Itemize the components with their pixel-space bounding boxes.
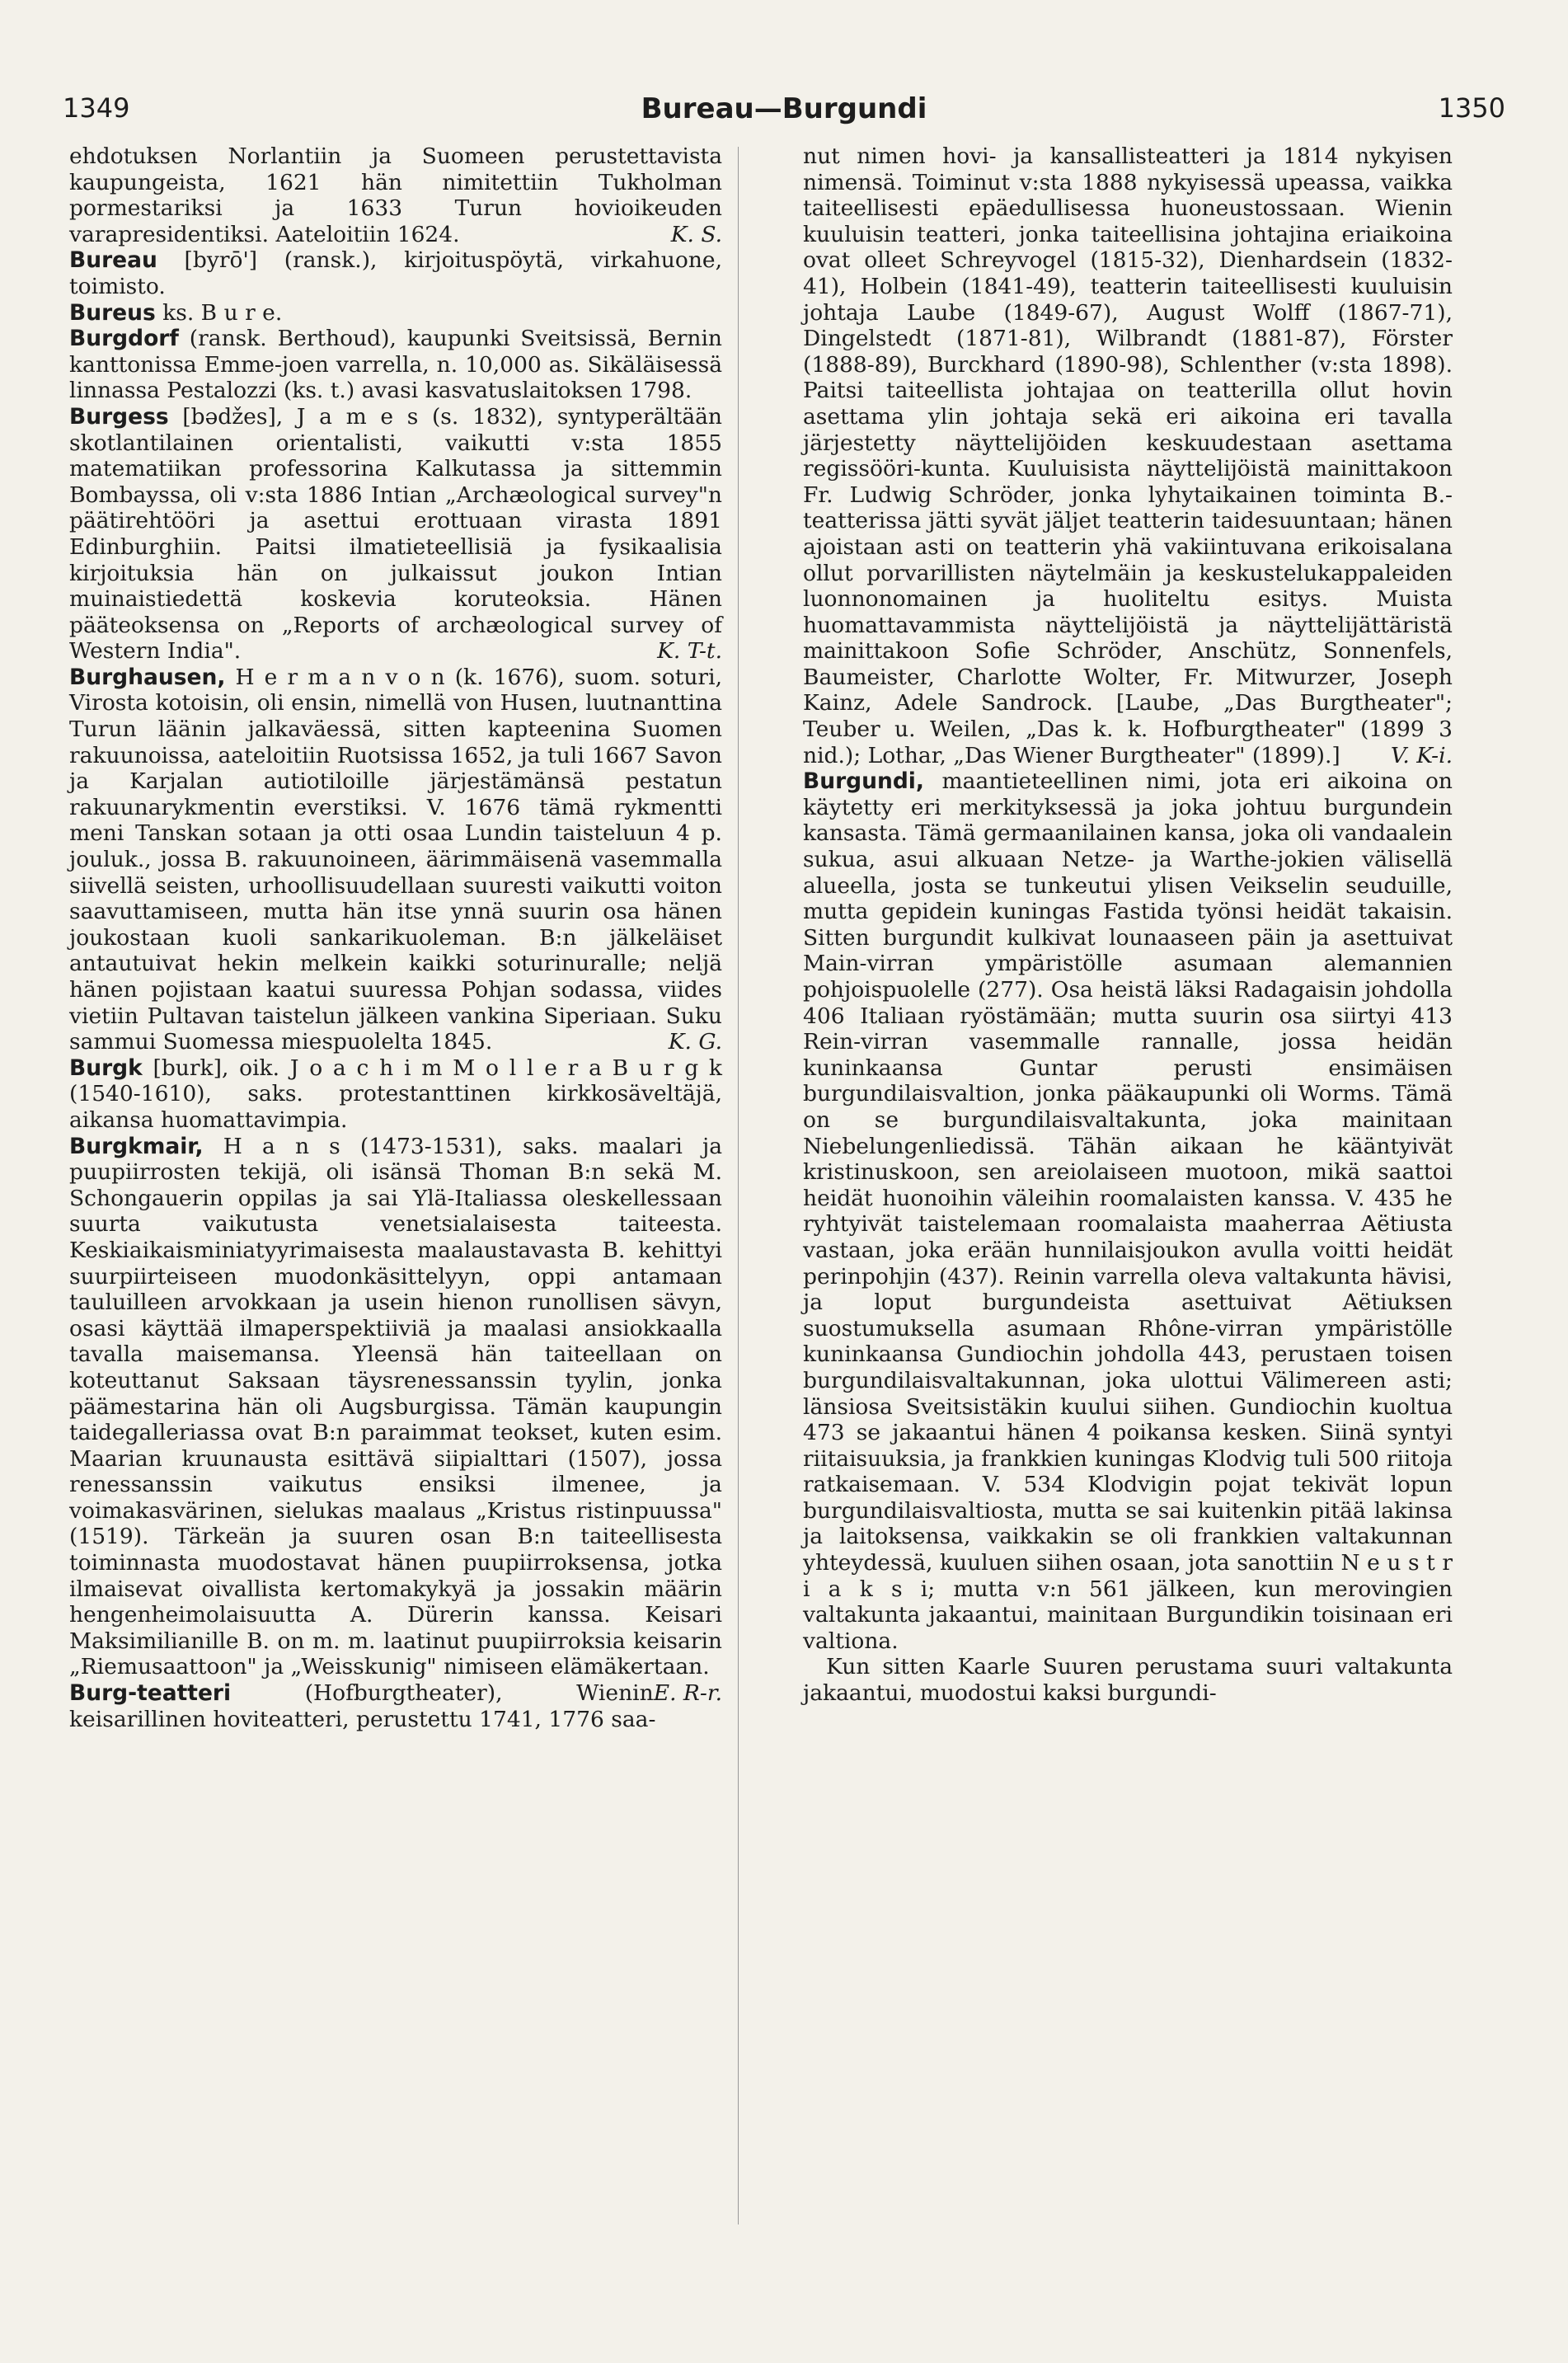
headword: Burghausen, — [69, 664, 226, 690]
page-number-right: 1350 — [1438, 92, 1505, 124]
entry-text: [bədžes], J a m e s (s. 1832), syntyperältään skotlantilainen orientalisti, vaikutti v:sta 1855 matematiikan professorina Kalkutassa ja sittemmin Bombayssa, oli v:sta 1886 Intian „Archæological survey"n päätirehtööri ja asettui erottuaan virasta 1891 Edinburghiin. Paitsi ilmatieteellisiä ja fysikaalisia kirjoituksia hän on julkaissut joukon Intian muinaistiedettä koskevia koruteoksia. Hänen pääteoksensa on „Reports of archæological survey of Western India". — [69, 403, 722, 665]
entry-text: maantieteellinen nimi, jota eri aikoina on käytetty eri merkityksessä ja joka johtuu burgundein kansasta. Tämä germaanilainen kansa, joka oli vandaalein sukua, asui alkuaan Netze- ja Warthe-jokien välisellä alueella, josta se tunkeutui ylisen Veikselin seuduille, mutta gepidein kuningas Fastida työnsi heidät takaisin. Sitten burgundit kulkivat lounaaseen päin ja asettuivat Main-virran ympäristölle asumaan alemannien pohjoispuolelle (277). Osa heistä läksi Radagaisin johdolla 406 Italiaan ryöstämään; mutta suurin osa siirtyi 413 Rein-virran vasemmalle rannalle, jossa heidän kuninkaansa Guntar perusti ensimäisen burgundilaisvaltion, jonka pääkaupunki oli Worms. Tämä on se burgundilaisvaltakunta, joka mainitaan Niebelungenliedissä. Tähän aikaan he kääntyivät kristinuskoon, sen areiolaiseen muotoon, mikä saattoi heidät huonoihin väleihin roomalaisten kanssa. V. 435 he ryhtyivät taistelemaan roomalaista maaherraa Aëtiusta vastaan, joka erään hunnilaisjoukon avulla voitti heidät perinpohjin (437). Reinin varrella oleva valtakunta hävisi, ja loput burgundeista asettuivat Aëtiuksen suostumuksella asumaan Rhône-virran ympäristölle kuninkaansa Gundiochin johdolla 443, perustaen toisen burgundilaisvaltakunnan, joka ulottui Välimereen asti; länsiosa Sveitsistäkin kuului siihen. Gundiochin kuoltua 473 se jakaantui hänen 4 poikansa kesken. Siinä syntyi riitaisuuksia, ja frankkien kuningas Klodvig tuli 500 riitoja ratkaisemaan. V. 534 Klodvigin pojat tekivät lopun burgundilaisvaltiosta, mutta se sai kuitenkin pitää lakinsa ja laitoksensa, vaikkakin se oli frankkien valtakunnan yhteydessä, kuuluen siihen osaan, jota sanottiin N e u s t r i a k s i; mutta v:n 561 jälkeen, kun merovingien valtakunta jakaantui, mainitaan Burgundikin toisinaan eri valtiona. — [803, 768, 1453, 1654]
entry-burg-teatteri-continued — [803, 143, 1453, 768]
entry-text: ks. B u r e. — [155, 299, 283, 326]
entry-burgk — [69, 1055, 722, 1134]
headword: Burgdorf — [69, 326, 179, 352]
left-column — [69, 143, 722, 1732]
author-signature: K. T-t. — [657, 638, 722, 665]
entry-burg-teatteri — [69, 1680, 722, 1732]
entry-burgundi — [803, 768, 1453, 1654]
page-title: Bureau—Burgundi — [641, 92, 927, 125]
entry-text: [byrō'] (ransk.), kirjoituspöytä, virkahuone, toimisto. — [69, 247, 722, 299]
column-divider — [738, 147, 739, 2224]
headword: Bureau — [69, 247, 157, 274]
author-signature: V. K-i. — [1390, 742, 1453, 768]
entry-bureus — [69, 300, 722, 326]
headword: Burgundi, — [803, 768, 924, 795]
entry-burgdorf — [69, 326, 722, 404]
entry-text: H e r m a n v o n (k. 1676), suom. soturi, Virosta kotoisin, oli ensin, nimellä von Husen, luutnanttina Turun läänin jalkaväessä, sitten kapteenina Suomen rakuunoissa, aateloitiin Ruotsissa 1652, ja tuli 1667 Savon ja Karjalan autiotiloille järjestämänsä pestatun rakuunarykmentin everstiksi. V. 1676 tämä rykmentti meni Tanskan sotaan ja otti osaa Lundin taisteluun 4 p. jouluk., jossa B. rakuunoineen, äärimmäisenä vasemmalla siivellä seisten, urhoollisuudellaan suuresti vaikutti voiton saavuttamiseen, mutta hän itse ynnä suurin osa hänen joukostaan kuoli sankarikuoleman. B:n jälkeläiset antautuivat hekin melkein kaikki soturinuralle; neljä hänen pojistaan kaatui suuressa Pohjan sodassa, viides vietiin Pultavan taistelun jälkeen vankina Siperiaan. Suku sammui Suomessa miespuolelta 1845. — [69, 664, 722, 1055]
page-number-left: 1349 — [63, 92, 130, 124]
author-signature: K. S. — [670, 221, 722, 247]
headword: Bureus — [69, 299, 156, 326]
running-head — [49, 92, 1519, 129]
entry-text: (Hofburgtheater), Wienin keisarillinen hoviteatteri, perustettu 1741, 1776 saa- — [69, 1680, 656, 1732]
headword: Burgk — [69, 1055, 143, 1081]
entry-text: [burk], oik. J o a c h i m M o l l e r a B u r g k (1540-1610), saks. protestanttinen kirkkosäveltäjä, aikansa huomattavimpia. — [69, 1055, 722, 1133]
entry-burgess — [69, 404, 722, 665]
right-column — [803, 143, 1453, 1707]
entry-bureau — [69, 247, 722, 299]
headword: Burgess — [69, 403, 169, 430]
entry-text: ehdotuksen Norlantiin ja Suomeen perustettavista kaupungeista, 1621 hän nimitettiin Tukholman pormestariksi ja 1633 Turun hovioikeuden varapresidentiksi. Aateloitiin 1624. — [69, 143, 722, 247]
entry-burghausen — [69, 665, 722, 1055]
author-signature: E. R-r. — [653, 1680, 722, 1707]
entry-text: H a n s (1473-1531), saks. maalari ja puupiirrosten tekijä, oli isänsä Thoman B:n sekä M. Schongauerin oppilas ja sai Ylä-Italiassa oleskellessaan suurta vaikutusta venetsialaisesta taiteesta. Keskiaikaisminiatyyrimaisesta maalaustavasta B. kehittyi suurpiirteiseen muodonkäsittelyyn, oppi antamaan tauluilleen arvokkaan ja usein hienon runollisen sävyn, osasi käyttää ilmaperspektiiviä ja maalasi ansiokkaalla tavalla maisemansa. Yleensä hän taiteellaan on koteuttanut Saksaan täysrenessanssin tyylin, jonka päämestarina hän oli Augsburgissa. Tämän kaupungin taidegalleriassa ovat B:n paraimmat teokset, kuten esim. Maarian kruunausta esittävä siipialttari (1507), jossa renessanssin vaikutus ensiksi ilmenee, ja voimakasvärinen, sielukas maalaus „Kristus ristinpuussa" (1519). Tärkeän ja suuren osan B:n taiteellisesta toiminnasta muodostavat hänen puupiirroksensa, jotka ilmaisevat oivallista kertomakykyä ja jossakin määrin hengenheimolaisuutta A. Dürerin kanssa. Keisari Maksimilianille B. on m. m. laatinut puupiirroksia keisarin „Riemusaattoon" ja „Weisskunig" nimiseen elämäkertaan. — [69, 1133, 722, 1680]
author-signature: K. G. — [668, 1029, 722, 1055]
headword: Burg-teatteri — [69, 1680, 232, 1707]
entry-continuation — [69, 143, 722, 247]
headword: Burgkmair, — [69, 1133, 204, 1159]
entry-text: nut nimen hovi- ja kansallisteatteri ja 1814 nykyisen nimensä. Toiminut v:sta 1888 nykyisessä upeassa, vaikka taiteellisesti epäedullisessa huoneustossaan. Wienin kuuluisin teatteri, jonka taiteellisina johtajina eriaikoina ovat olleet Schreyvogel (1815-32), Dienhardsein (1832-41), Holbein (1841-49), teatterin taiteellisesti kuuluisin johtaja Laube (1849-67), August Wolff (1867-71), Dingelstedt (1871-81), Wilbrandt (1881-87), Förster (1888-89), Burckhard (1890-98), Schlenther (v:sta 1898). Paitsi taiteellista johtajaa on teatterilla ollut hovin asettama ylin johtaja sekä eri aikoina eri tavalla järjestetty näyttelijöiden keskuudestaan asettama regissööri-kunta. Kuuluisista näyttelijöistä mainittakoon Fr. Ludwig Schröder, jonka lyhytaikainen toiminta B.-teatterissa jätti syvät jäljet teatterin taidesuuntaan; hänen ajoistaan asti on teatterin yhä vakiintuvana erikoisalana ollut porvarillisten näytelmäin ja keskustelukappaleiden luonnonomainen ja huoliteltu esitys. Muista huomattavammista näyttelijöistä ja näyttelijättäristä mainittakoon Sofie Schröder, Anschütz, Sonnenfels, Baumeister, Charlotte Wolter, Fr. Mitwurzer, Joseph Kainz, Adele Sandrock. [Laube, „Das Burgtheater"; Teuber u. Weilen, „Das k. k. Hofburgtheater" (1899 3 nid.); Lothar, „Das Wiener Burgtheater" (1899).] — [803, 143, 1453, 768]
entry-text: (ransk. Berthoud), kaupunki Sveitsissä, Bernin kanttonissa Emme-joen varrella, n. 10,000 as. Sikäläisessä linnassa Pestalozzi (ks. t.) avasi kasvatuslaitoksen 1798. — [69, 326, 722, 404]
entry-burgundi-paragraph: Kun sitten Kaarle Suuren perustama suuri valtakunta jakaantui, muodostui kaksi burgundi- — [803, 1654, 1453, 1707]
